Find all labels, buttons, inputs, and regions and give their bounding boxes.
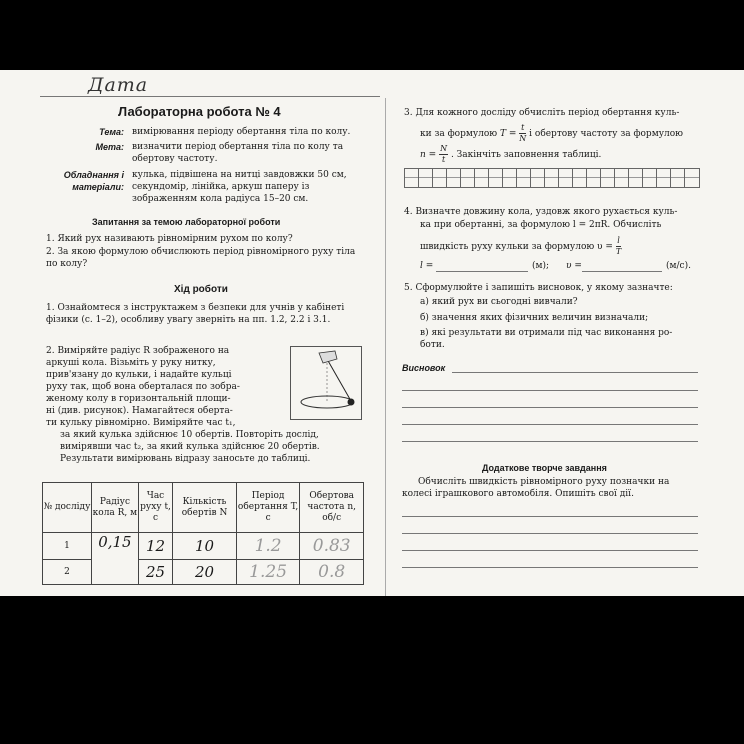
item-4-line-3: швидкість руху кульки за формулою υ = $\frac{l}{T}$ [420, 236, 622, 256]
row-1-radius: 0,15 [91, 533, 138, 585]
step-2-continued: за який кулька здійснює 10 обертів. Повторіть дослід, вимірявши час t₂, за який кулька здійснює 20 обертів. Результати вимірювань відразу заносьте до таблиці. [60, 430, 320, 464]
equipment-text: кулька, підвішена на нитці завдовжки 50 см, секундомір, лінійка, аркуш паперу із зображенням кола радіуса 15–20 см. [132, 170, 347, 204]
calculation-grid [404, 168, 700, 188]
item-4-line-2: ка при обертанні, за формулою l = 2πR. Обчисліть [420, 220, 662, 230]
results-table [42, 482, 364, 585]
row-1-frequency: 0.83 [300, 533, 364, 560]
header-frequency: Обертова частота n, об/с [300, 483, 364, 533]
row-1-time: 12 [138, 533, 172, 560]
extra-task-line-2: колесі іграшкового автомобіля. Опишіть свої дії. [402, 489, 634, 499]
goal-label: Мета: [95, 142, 124, 152]
row-1-number: 1 [43, 533, 92, 560]
row-2-time: 25 [138, 560, 172, 585]
header-period: Період обертання T, с [236, 483, 300, 533]
row-2-number: 2 [43, 560, 92, 585]
conclusion-line-2[interactable] [402, 390, 698, 391]
extra-task-line-1: Обчисліть швидкість рівномірного руху позначки на [418, 477, 670, 487]
step-2-text: 2. Виміряйте радіус R зображеного на аркуші кола. Візьміть у руку нитку, прив'язану до кульки, і надайте кульці руху так, щоб вона оберталася по зобра- женому колу в горизонтальній площи- ні (див. рисунок). Намагайтеся оберта- ти кульку рівномірно. Виміряйте час t₁, [46, 346, 240, 428]
table-row [43, 533, 364, 560]
row-2-revolutions: 20 [173, 560, 237, 585]
pendulum-figure [290, 346, 362, 420]
extra-task-heading: Додаткове творче завдання [482, 463, 607, 473]
row-1-period: 1.2 [236, 533, 300, 560]
goal-text: визначити період обертання тіла по колу та обертову частоту. [132, 142, 344, 164]
row-2-frequency: 0.8 [300, 560, 364, 585]
length-answer-line[interactable] [436, 271, 528, 272]
extra-answer-line-2[interactable] [402, 533, 698, 534]
row-1-revolutions: 10 [173, 533, 237, 560]
theme-text: вимірювання періоду обертання тіла по колу. [132, 127, 351, 137]
item-4-line-1: 4. Визначте довжину кола, уздовж якого рухається куль- [404, 207, 678, 217]
header-radius: Радіус кола R, м [91, 483, 138, 533]
page-title: Лабораторна робота № 4 [118, 104, 281, 119]
item-5-c: в) які результати ви отримали під час виконання ро- [420, 328, 673, 338]
item-3-line-1: 3. Для кожного досліду обчисліть період обертання куль- [404, 108, 680, 118]
header-number: № досліду [43, 483, 92, 533]
step-1: 1. Ознайомтеся з інструктажем з безпеки для учнів у кабінеті фізики (с. 1–2), особливу увагу зверніть на пп. 1.2, 2.2 і 3.1. [46, 303, 345, 325]
worksheet-page [0, 70, 744, 596]
extra-answer-line-1[interactable] [402, 516, 698, 517]
header-revolutions: Кількість обертів N [173, 483, 237, 533]
item-5: 5. Сформулюйте і запишіть висновок, у якому зазначте: [404, 283, 673, 293]
conclusion-line-1[interactable] [452, 372, 698, 373]
item-5-c-2: боти. [420, 340, 445, 350]
handwritten-date: Дата [88, 74, 149, 96]
item-5-b: б) значення яких фізичних величин визначали; [420, 313, 649, 323]
theme-label: Тема: [99, 127, 124, 137]
question-1: 1. Який рух називають рівномірним рухом по колу? [46, 234, 293, 244]
equipment-label: Обладнання і матеріали: [63, 170, 124, 192]
row-2-period: 1.25 [236, 560, 300, 585]
item-4-answers: l = (м); υ = (м/с). [420, 261, 691, 271]
table-row [43, 560, 364, 585]
procedure-heading: Хід роботи [174, 284, 228, 295]
question-2: 2. За якою формулою обчислюють період рівномірного руху тіла по колу? [46, 247, 356, 269]
item-5-a: а) який рух ви сьогодні вивчали? [420, 297, 578, 307]
conclusion-line-5[interactable] [402, 441, 698, 442]
column-divider [385, 98, 386, 596]
item-3-line-2: ки за формулою T = $\frac{t}{N}$ і обертову частоту за формулою [420, 123, 683, 143]
conclusion-line-4[interactable] [402, 424, 698, 425]
date-line [40, 96, 380, 97]
extra-answer-line-4[interactable] [402, 567, 698, 568]
item-3-line-3: n = $\frac{N}{t}$ . Закінчіть заповнення таблиці. [420, 144, 602, 164]
table-header-row [43, 483, 364, 533]
extra-answer-line-3[interactable] [402, 550, 698, 551]
questions-heading: Запитання за темою лабораторної роботи [92, 217, 281, 227]
header-time: Час руху t, с [138, 483, 172, 533]
conclusion-line-3[interactable] [402, 407, 698, 408]
conclusion-label: Висновок [402, 363, 446, 373]
speed-answer-line[interactable] [582, 271, 662, 272]
